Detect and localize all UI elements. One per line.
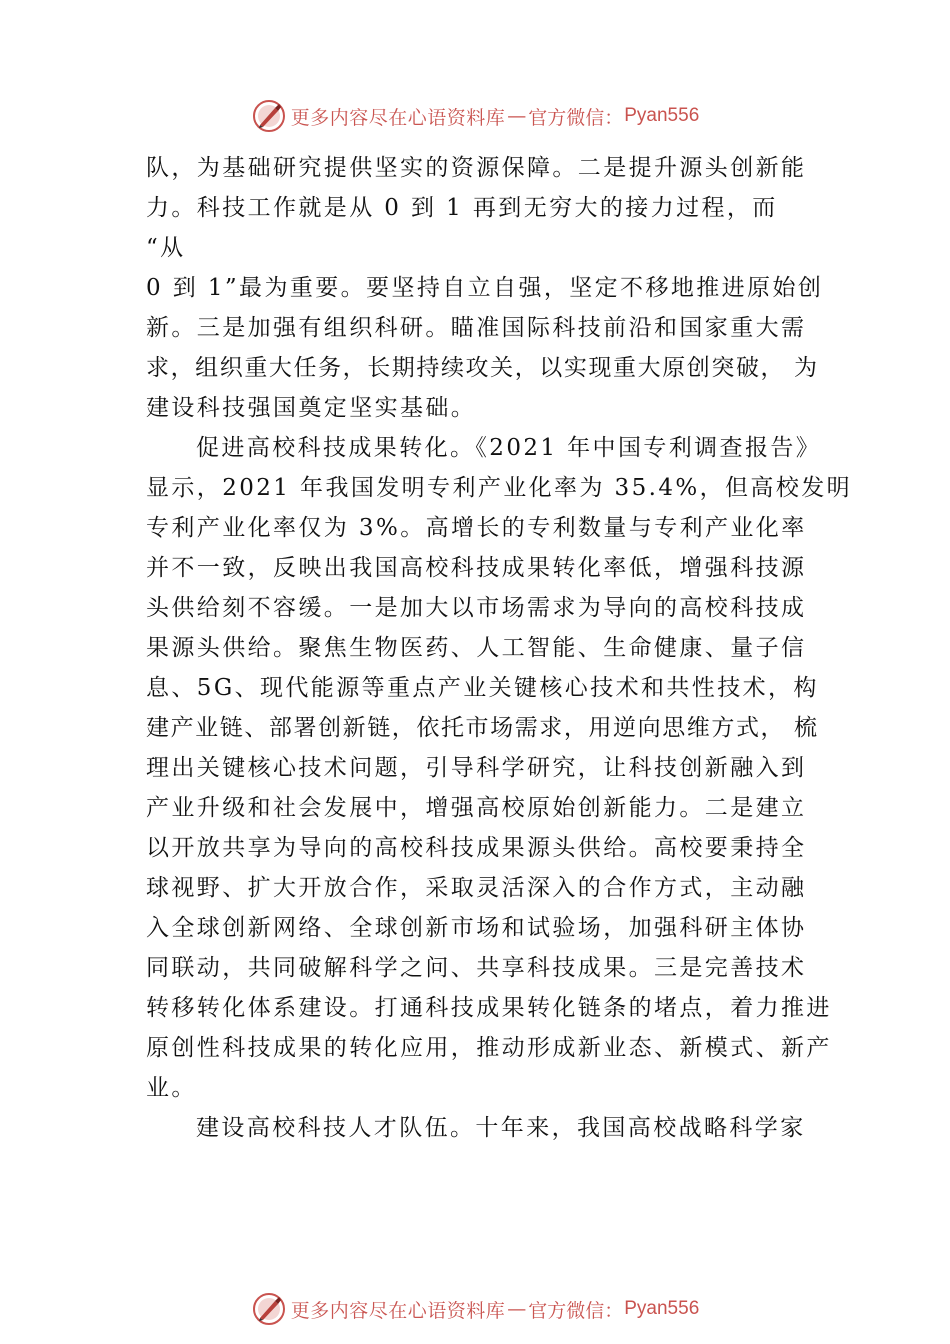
banner-wechat-label: 官方微信： (528, 1299, 624, 1322)
text-line: 理出关键核心技术问题，引导科学研究，让科技创新融入到 (146, 755, 807, 781)
pen-logo-icon (251, 1291, 287, 1327)
text-line: 业。 (146, 1075, 197, 1101)
text-line: 息、5G、现代能源等重点产业关键核心技术和共性技术，构 (146, 675, 819, 701)
text-line: 转移转化体系建设。打通科技成果转化链条的堵点，着力推进 (146, 995, 832, 1021)
text-line: 力。科技工作就是从 0 到 1 再到无穷大的接力过程，而 (146, 195, 778, 221)
text-line: 球视野、扩大开放合作，采取灵活深入的合作方式，主动融 (146, 875, 807, 901)
text-line: 并不一致，反映出我国高校科技成果转化率低，增强科技源 (146, 555, 807, 581)
text-line: 新。三是加强有组织科研。瞄准国际科技前沿和国家重大需 (146, 315, 807, 341)
text-line: 果源头供给。聚焦生物医药、人工智能、生命健康、量子信 (146, 635, 807, 661)
text-line: 促进高校科技成果转化。《2021 年中国专利调查报告》 (196, 435, 822, 461)
text-line: 入全球创新网络、全球创新市场和试验场，加强科研主体协 (146, 915, 807, 941)
text-line: 建设科技强国奠定坚实基础。 (146, 395, 477, 421)
banner-separator: — (507, 1298, 527, 1320)
banner-separator: — (507, 105, 527, 127)
banner-account-id: Pyan556 (624, 1298, 700, 1319)
text-line: 专利产业化率仅为 3%。高增长的专利数量与专利产业化率 (146, 515, 807, 541)
text-line: 头供给刻不容缓。一是加大以市场需求为导向的高校科技成 (146, 595, 807, 621)
text-line: 队，为基础研究提供坚实的资源保障。二是提升源头创新能 (146, 155, 807, 181)
text-line: 以开放共享为导向的高校科技成果源头供给。高校要秉持全 (146, 835, 807, 861)
text-line: 产业升级和社会发展中，增强高校原始创新能力。二是建立 (146, 795, 807, 821)
banner-account-id: Pyan556 (624, 105, 700, 126)
banner-wechat-label: 官方微信： (528, 106, 624, 129)
text-line: 同联动，共同破解科学之问、共享科技成果。三是完善技术 (146, 955, 807, 981)
text-line: 原创性科技成果的转化应用，推动形成新业态、新模式、新产 (146, 1035, 832, 1061)
footer-watermark-banner (0, 1289, 950, 1329)
banner-title: 更多内容尽在心语资料库 (290, 1299, 506, 1322)
text-line: 0 到 1”最为重要。要坚持自立自强，坚定不移地推进原始创 (146, 275, 824, 301)
text-line: 显示，2021 年我国发明专利产业化率为 35.4%，但高校发明 (146, 475, 853, 501)
text-line: 建设高校科技人才队伍。十年来，我国高校战略科学家 (196, 1115, 806, 1141)
document-body (146, 148, 853, 1148)
text-line: 求，组织重大任务，长期持续攻关，以实现重大原创突破， 为 (146, 355, 818, 381)
text-line: “从 (146, 235, 186, 261)
header-watermark-banner (0, 96, 950, 136)
banner-title: 更多内容尽在心语资料库 (290, 106, 506, 129)
pen-logo-icon (251, 98, 287, 134)
text-line: 建产业链、部署创新链，依托市场需求，用逆向思维方式， 梳 (146, 715, 818, 741)
